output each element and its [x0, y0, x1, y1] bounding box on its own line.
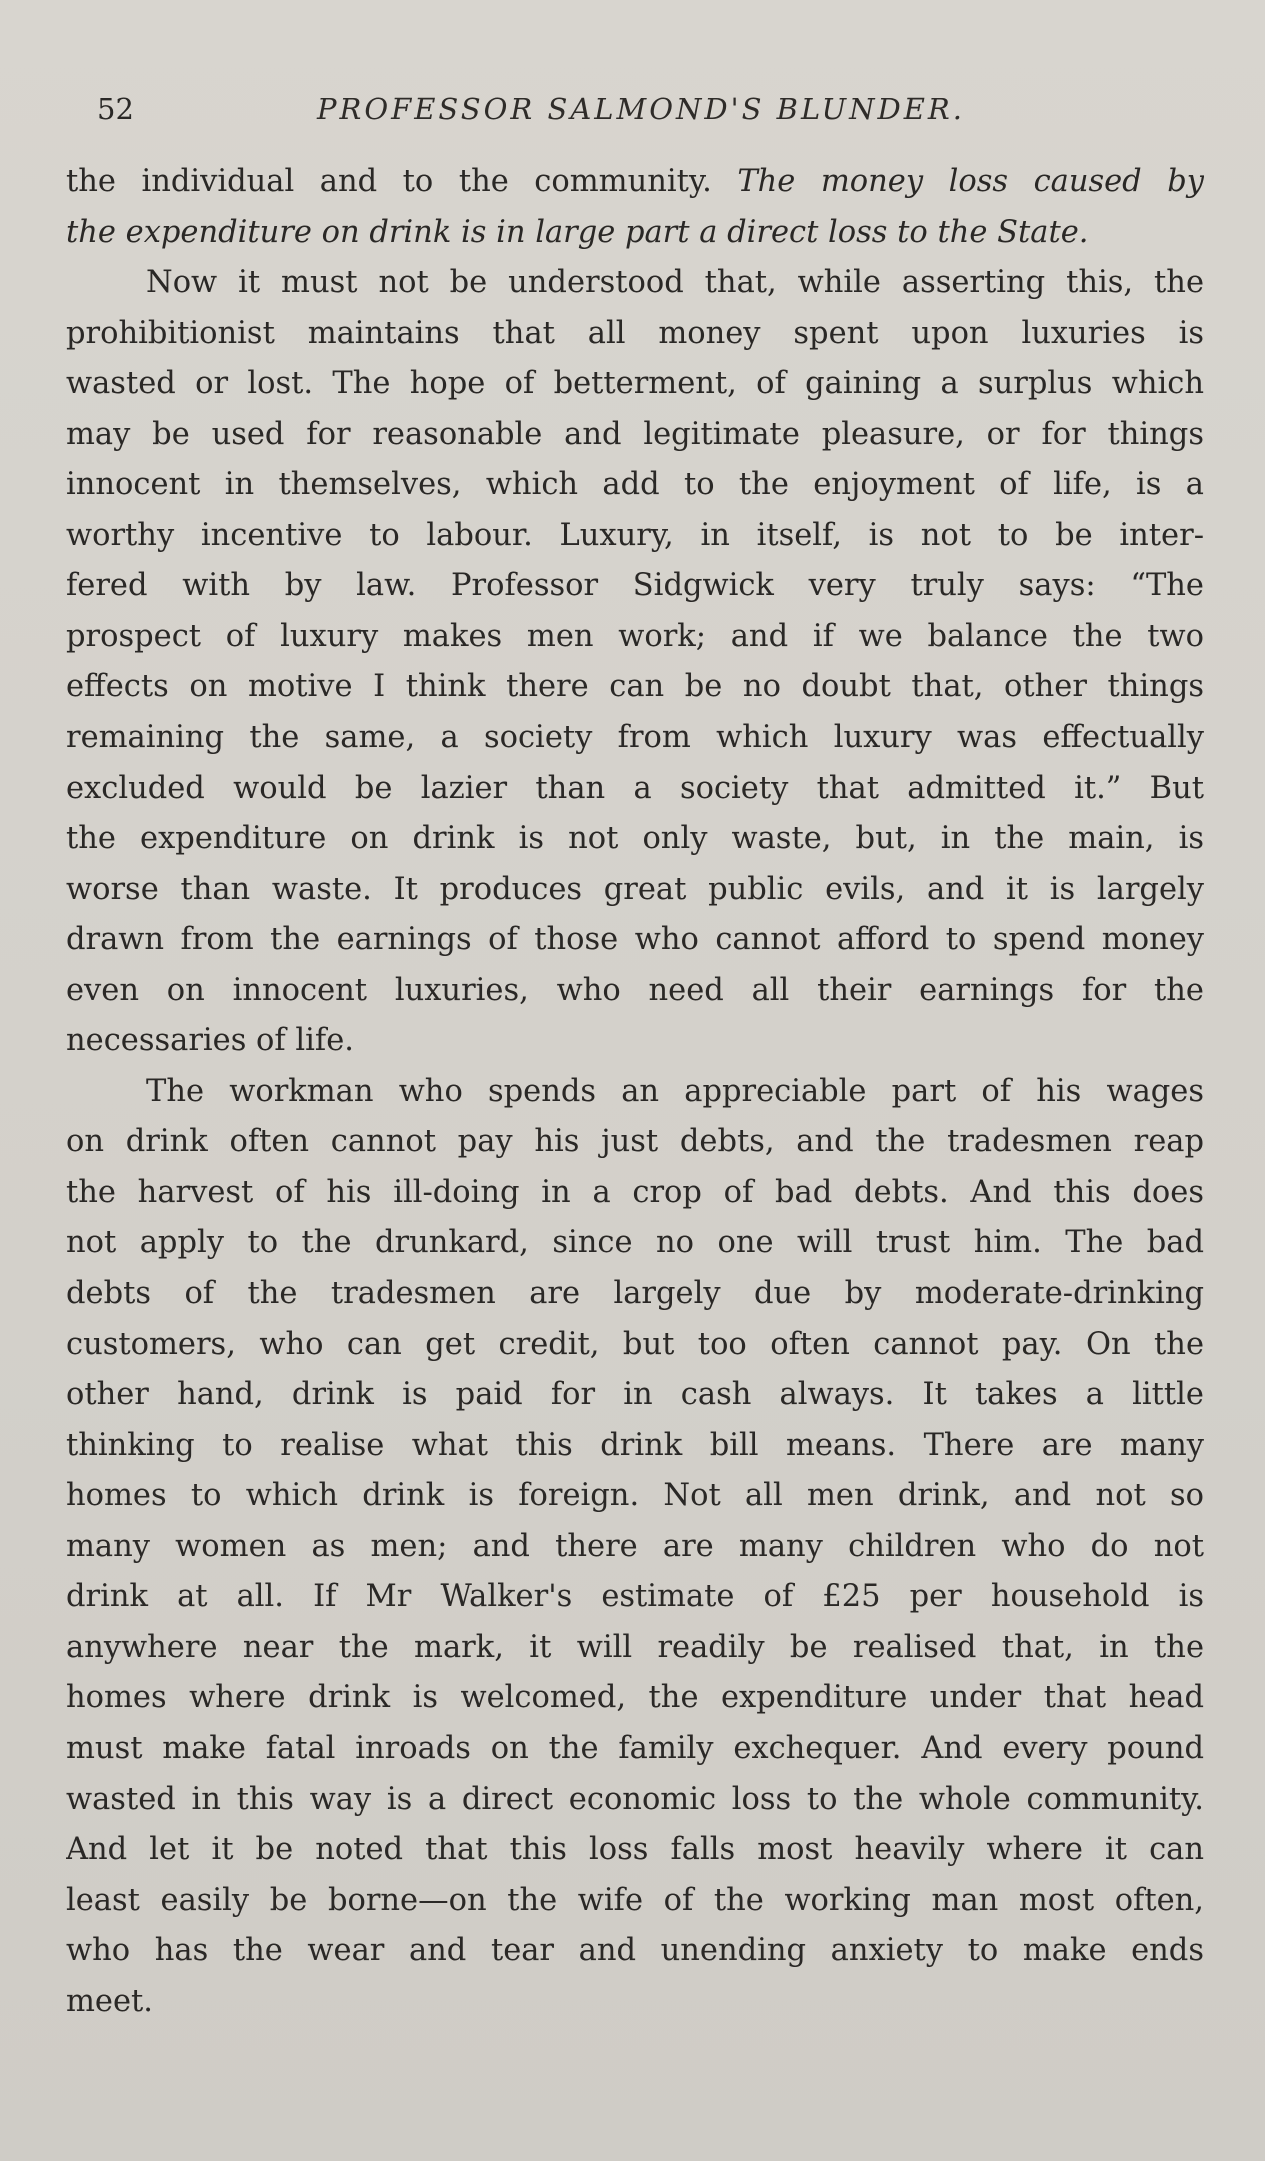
paragraph-first-line: Now it must not be understood that, while asserting this, the — [146, 265, 1204, 301]
text-line: not apply to the drunkard, since no one will trust him. The bad — [66, 1225, 1204, 1261]
text-line: wasted in this way is a direct economic loss to the whole community. — [66, 1781, 1204, 1817]
text-line: customers, who can get credit, but too often cannot pay. On the — [66, 1326, 1204, 1362]
text-line: prospect of luxury makes men work; and if we balance the two — [66, 618, 1204, 654]
text-line: on drink often cannot pay his just debts, and the tradesmen reap — [66, 1124, 1204, 1160]
text-line: drawn from the earnings of those who cannot afford to spend money — [66, 922, 1204, 958]
page-number: 52 — [97, 92, 134, 126]
paragraph-first-line: The workman who spends an appreciable part of his wages — [146, 1073, 1204, 1109]
text-line: homes where drink is welcomed, the expenditure under that head — [66, 1680, 1204, 1716]
text-line: other hand, drink is paid for in cash always. It takes a little — [66, 1377, 1204, 1413]
text-line: necessaries of life. — [66, 1023, 354, 1059]
text-line: debts of the tradesmen are largely due by moderate-drinking — [66, 1276, 1204, 1312]
text-line: worthy incentive to labour. Luxury, in itself, is not to be inter- — [66, 517, 1204, 553]
text-line: thinking to realise what this drink bill means. There are many — [66, 1427, 1204, 1463]
text-line: least easily be borne—on the wife of the working man most often, — [66, 1882, 1204, 1918]
text-line: innocent in themselves, which add to the enjoyment of life, is a — [66, 467, 1204, 503]
text-line: must make fatal inroads on the family exchequer. And every pound — [66, 1730, 1204, 1766]
running-head — [97, 92, 1197, 136]
text-line: excluded would be lazier than a society that admitted it.” But — [66, 770, 1204, 806]
text-line: the expenditure on drink is in large part a direct loss to the State. — [66, 214, 1089, 250]
running-title: PROFESSOR SALMOND'S BLUNDER. — [317, 92, 965, 126]
text-line: prohibitionist maintains that all money spent upon luxuries is — [66, 315, 1204, 351]
text-line: who has the wear and tear and unending anxiety to make ends — [66, 1933, 1204, 1969]
text-line: wasted or lost. The hope of betterment, of gaining a surplus which — [66, 366, 1204, 402]
text-line: fered with by law. Professor Sidgwick very truly says: “The — [66, 568, 1204, 604]
text-line: the expenditure on drink is not only waste, but, in the main, is — [66, 821, 1204, 857]
text-line: the harvest of his ill-doing in a crop of bad debts. And this does — [66, 1174, 1204, 1210]
body-text — [66, 157, 1204, 2027]
text-line: many women as men; and there are many children who do not — [66, 1528, 1204, 1564]
text-line: effects on motive I think there can be no doubt that, other things — [66, 669, 1204, 705]
text-line: homes to which drink is foreign. Not all men drink, and not so — [66, 1478, 1204, 1514]
text-line: drink at all. If Mr Walker's estimate of £25 per household is — [66, 1579, 1204, 1615]
text-line: anywhere near the mark, it will readily be realised that, in the — [66, 1629, 1204, 1665]
text-line: And let it be noted that this loss falls most heavily where it can — [66, 1832, 1204, 1868]
text-span: the individual and to the community. — [66, 164, 712, 199]
text-line: meet. — [66, 1983, 153, 2019]
text-line: even on innocent luxuries, who need all their earnings for the — [66, 972, 1204, 1008]
text-line: may be used for reasonable and legitimate pleasure, or for things — [66, 416, 1204, 452]
text-line: remaining the same, a society from which luxury was effectually — [66, 720, 1204, 756]
text-line: worse than waste. It produces great public evils, and it is largely — [66, 871, 1204, 907]
text-line — [66, 157, 1204, 208]
italic-text-span: The money loss caused by — [737, 164, 1204, 199]
